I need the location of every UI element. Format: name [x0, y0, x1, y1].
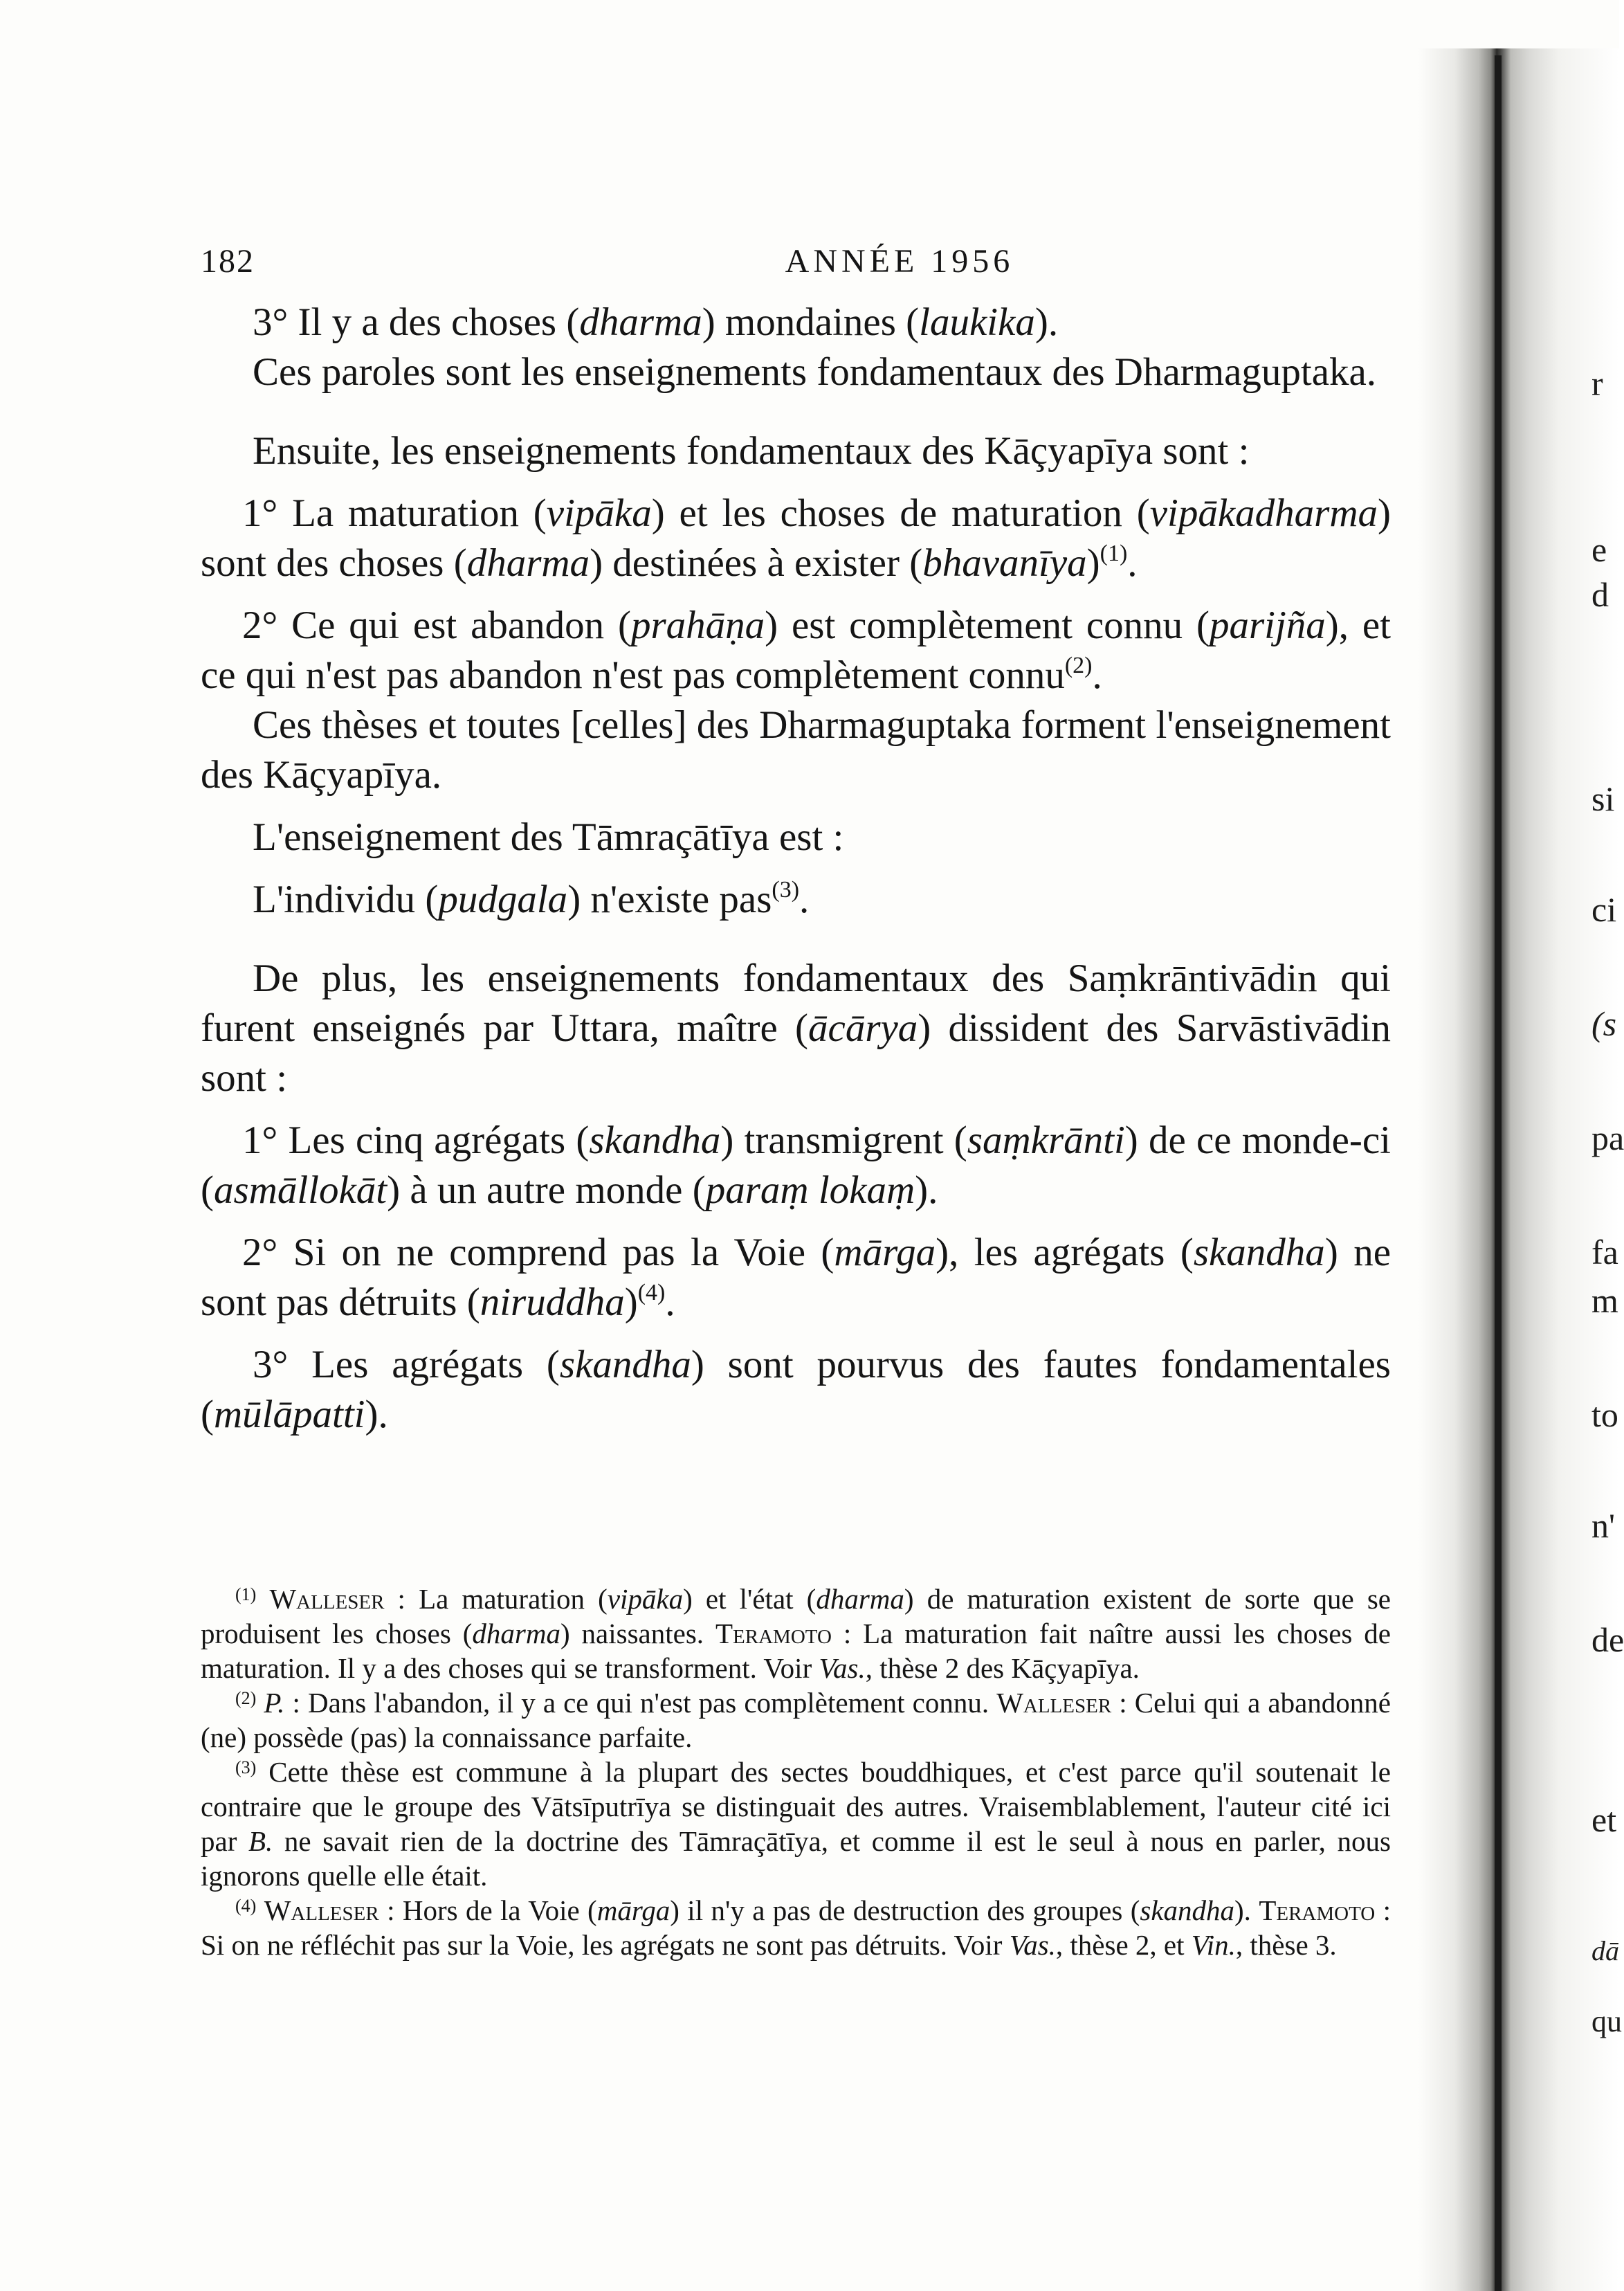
adjacent-page-fragment: fa — [1591, 1233, 1618, 1271]
paragraph: Ensuite, les enseignements fondamentaux des Kāçyapīya sont : — [253, 429, 1250, 473]
text: ) il n'y a pas de destruction des groupes ( — [670, 1894, 1140, 1926]
term: mūlāpatti — [213, 1393, 365, 1436]
text: 1° Les cinq agrégats ( — [242, 1119, 590, 1162]
term: ācārya — [808, 1006, 918, 1050]
text: ) destinées à exister ( — [590, 541, 923, 585]
abbreviation: Vin. — [1191, 1929, 1236, 1961]
page-number: 182 — [201, 243, 255, 280]
footnote-ref[interactable]: (3) — [772, 877, 800, 903]
term: skandha — [1140, 1894, 1235, 1926]
author-name: Teramoto — [715, 1618, 832, 1649]
paragraph: Ces paroles sont les enseignements fondamentaux des Dharmaguptaka. — [253, 350, 1377, 394]
paragraph — [201, 1116, 1391, 1215]
abbreviation: Vas. — [819, 1652, 866, 1684]
text: ne savait rien de la doctrine des Tāmraçātīya, et comme il est le seul à nous en parler, nous ignorons quelle elle était. — [201, 1825, 1392, 1892]
text: De plus, les enseignements fondamentaux des Saṃkrāntivādin qui furent enseignés par Uttara, maître ( — [201, 957, 1391, 1050]
text: 1° La maturation ( — [242, 491, 547, 535]
text: ), les agrégats ( — [936, 1231, 1194, 1274]
paragraph: L'enseignement des Tāmraçātīya est : — [253, 815, 844, 859]
paragraph — [201, 489, 1391, 588]
text: ). — [1234, 1894, 1259, 1926]
page-header — [201, 242, 1391, 291]
text: ) est complètement connu ( — [765, 604, 1210, 647]
adjacent-page-fragment: de — [1591, 1620, 1624, 1659]
book-binding-shadow — [1418, 48, 1619, 2291]
adjacent-page-fragment: m — [1591, 1281, 1618, 1320]
text: ) — [624, 1280, 638, 1324]
footnote-ref[interactable]: (1) — [1100, 541, 1128, 566]
text: ) et l'état ( — [683, 1583, 816, 1615]
text: ) de ce monde-ci ( — [201, 1119, 1391, 1212]
paragraph — [201, 298, 1391, 347]
adjacent-page-fragment: dā — [1591, 1935, 1619, 1966]
text: ) et les choses de maturation ( — [651, 491, 1150, 535]
footnote-number: (3) — [235, 1757, 257, 1777]
text: ) ne sont pas détruits ( — [201, 1231, 1392, 1324]
text: L'individu ( — [253, 878, 439, 921]
adjacent-page-fragment: et — [1591, 1800, 1617, 1839]
author-name: Teramoto — [1259, 1894, 1376, 1926]
term: dharma — [472, 1618, 560, 1649]
footnote — [201, 1755, 1391, 1893]
term: paraṃ lokaṃ — [705, 1168, 915, 1212]
paragraph — [201, 1228, 1391, 1328]
text: ) dissident des Sarvāstivādin sont : — [201, 1006, 1391, 1100]
text: ) transmigrent ( — [720, 1119, 967, 1162]
paragraph — [201, 954, 1391, 1103]
footnote — [201, 1582, 1391, 1685]
term: dharma — [466, 541, 590, 585]
text: ). — [1034, 300, 1059, 344]
term: asmāllokāt — [213, 1168, 387, 1212]
text: 3° Les agrégats ( — [253, 1343, 560, 1386]
footnote-number: (2) — [235, 1688, 257, 1708]
term: vipāka — [546, 491, 652, 535]
running-title: ANNÉE 1956 — [785, 243, 1014, 280]
abbreviation: B. — [248, 1825, 273, 1857]
text: . — [799, 878, 810, 921]
author-name: Walleser — [269, 1583, 385, 1615]
text: ) sont pourvus des fautes fondamentales ( — [201, 1343, 1391, 1436]
text: 3° Il y a des choses ( — [253, 300, 580, 344]
footnote-ref[interactable]: (2) — [1064, 653, 1093, 678]
adjacent-page-fragment: d — [1591, 575, 1609, 614]
adjacent-page-fragment: (s — [1591, 1004, 1617, 1043]
text: ), et ce qui n'est pas abandon n'est pas complètement connu — [201, 604, 1391, 697]
term: skandha — [589, 1119, 721, 1162]
text: : Celui qui a abandonné (ne) possède (pas) la connaissance parfaite. — [201, 1687, 1392, 1753]
text: ) naissantes. — [560, 1618, 715, 1649]
adjacent-page-fragment: ci — [1591, 890, 1617, 929]
text: : Hors de la Voie ( — [378, 1894, 597, 1926]
abbreviation: Vas. — [1009, 1929, 1056, 1961]
term: dharma — [816, 1583, 904, 1615]
term: niruddha — [480, 1280, 625, 1324]
term: saṃkrānti — [967, 1119, 1125, 1162]
text: ) sont des choses ( — [201, 491, 1391, 585]
term: skandha — [559, 1343, 691, 1386]
text: ). — [915, 1168, 938, 1212]
text: : Si on ne réfléchit pas sur la Voie, les agrégats ne sont pas détruits. Voir — [201, 1894, 1391, 1961]
text: ) à un autre monde ( — [387, 1168, 706, 1212]
text: : La maturation ( — [384, 1583, 608, 1615]
footnote — [201, 1685, 1391, 1755]
abbreviation: P. — [264, 1687, 285, 1719]
text: . — [1127, 541, 1138, 585]
paragraph — [201, 1340, 1391, 1440]
term: laukika — [919, 300, 1035, 344]
author-name: Walleser — [264, 1894, 379, 1926]
paragraph: Ces thèses et toutes [celles] des Dharmaguptaka forment l'enseignement des Kāçyapīya. — [201, 703, 1391, 797]
term: mārga — [834, 1231, 936, 1274]
adjacent-page-fragment: e — [1591, 530, 1607, 569]
term: dharma — [579, 300, 702, 344]
text: Cette thèse est commune à la plupart des sectes bouddhiques, et c'est parce qu'il soutenait le contraire que le groupe des Vātsīputrīya se distinguait des autres. Vraisemblablement, l'auteur cité ici par — [201, 1756, 1392, 1857]
text: : La maturation fait naître aussi les choses de maturation. Il y a des choses qui se transforment. Voir — [201, 1618, 1392, 1684]
term: vipākadharma — [1149, 491, 1378, 535]
adjacent-page-fragment: to — [1591, 1395, 1618, 1434]
term: pudgala — [438, 878, 568, 921]
term: skandha — [1193, 1231, 1325, 1274]
text: ). — [365, 1393, 388, 1436]
main-text — [201, 298, 1391, 1440]
text: , thèse 2 des Kāçyapīya. — [865, 1652, 1140, 1684]
adjacent-page-fragment: r — [1591, 364, 1603, 403]
term: bhavanīya — [922, 541, 1087, 585]
text: 2° Si on ne comprend pas la Voie ( — [242, 1231, 834, 1274]
footnotes — [201, 1582, 1391, 1962]
adjacent-page-fragment: qu — [1591, 2004, 1622, 2038]
text: ) — [1086, 541, 1100, 585]
text: : Dans l'abandon, il y a ce qui n'est pas complètement connu. — [284, 1687, 997, 1719]
text: , thèse 2, et — [1055, 1929, 1192, 1961]
text: ) de maturation existent de sorte que se produisent les choses ( — [201, 1583, 1391, 1649]
footnote-ref[interactable]: (4) — [637, 1280, 666, 1305]
text: ) mondaines ( — [702, 300, 920, 344]
footnote-number: (4) — [235, 1896, 257, 1916]
footnote — [201, 1893, 1391, 1962]
term: vipāka — [607, 1583, 684, 1615]
paragraph — [201, 601, 1391, 700]
adjacent-page-fragment: n' — [1591, 1506, 1616, 1545]
text: . — [665, 1280, 675, 1324]
text: 2° Ce qui est abandon ( — [242, 604, 631, 647]
text: . — [1092, 653, 1102, 697]
text: ) n'existe pas — [567, 878, 772, 921]
text: , thèse 3. — [1235, 1929, 1337, 1961]
footnote-number: (1) — [235, 1584, 257, 1604]
author-name: Walleser — [996, 1687, 1112, 1719]
book-spine — [1495, 55, 1502, 2291]
term: mārga — [596, 1894, 670, 1926]
paragraph — [201, 875, 1391, 925]
term: parijña — [1209, 604, 1326, 647]
adjacent-page-fragment: pa — [1591, 1119, 1624, 1157]
term: prahāṇa — [630, 604, 765, 647]
adjacent-page-fragment: si — [1591, 779, 1615, 818]
